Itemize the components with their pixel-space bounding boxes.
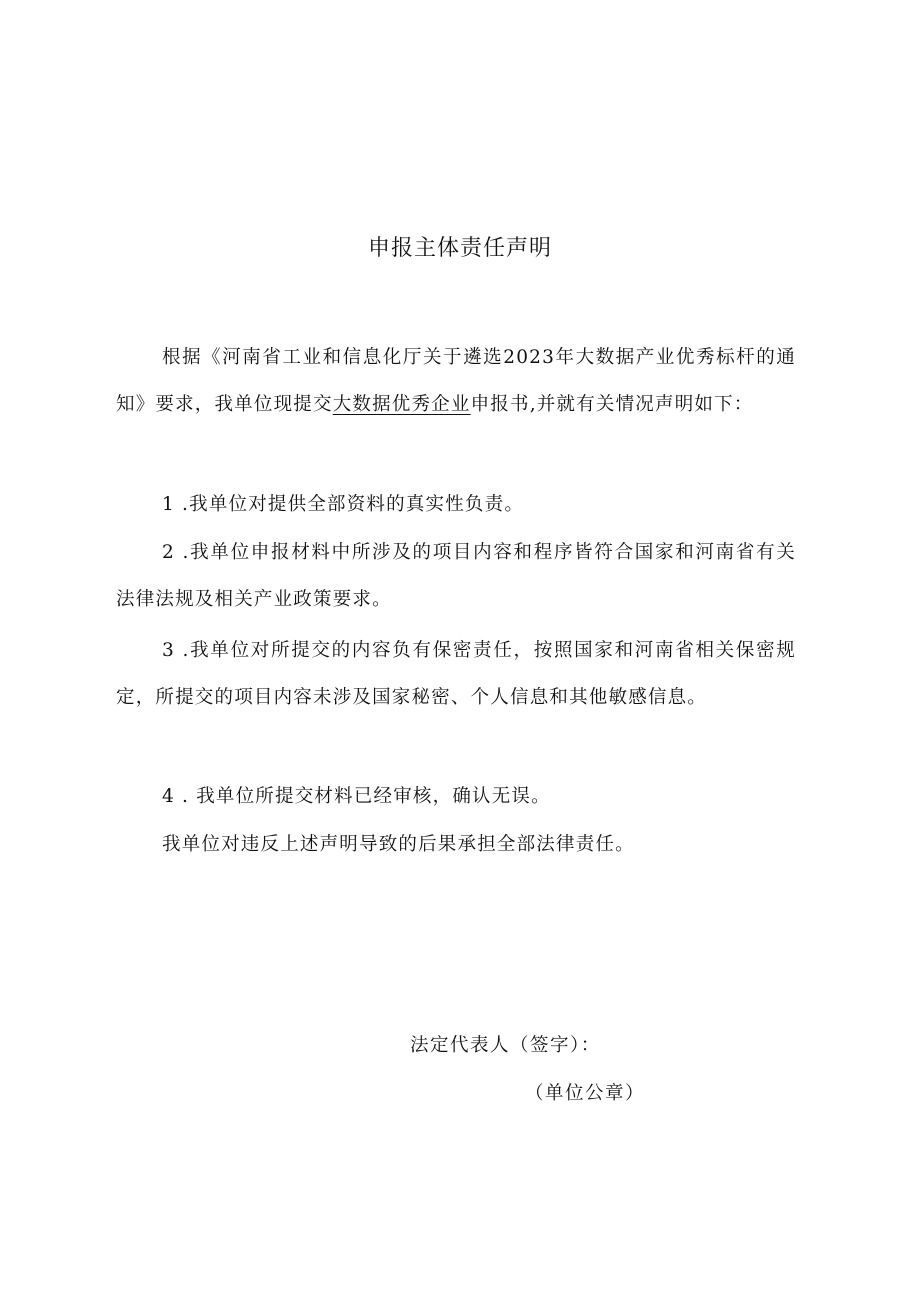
- seal-label: （单位公章）: [525, 1083, 646, 1104]
- intro-paragraph: [116, 334, 796, 428]
- signature-label: 法定代表人（签字）：: [410, 1035, 601, 1056]
- document-title: 申报主体责任声明: [367, 236, 552, 261]
- declaration-item-3: 3 .我单位对所提交的内容负有保密责任，按照国家和河南省相关保密规定，所提交的项目内容未涉及国家秘密、个人信息和其他敏感信息。: [116, 640, 796, 708]
- declaration-item-4: 4 . 我单位所提交材料已经审核，确认无误。: [162, 786, 551, 807]
- declaration-item-1: 1 .我单位对提供全部资料的真实性负责。: [162, 494, 525, 515]
- intro-underlined-text: 大数据优秀企业: [332, 394, 471, 415]
- closing-statement: 我单位对违反上述声明导致的后果承担全部法律责任。: [162, 834, 635, 855]
- declaration-item-2: 2 .我单位申报材料中所涉及的项目内容和程序皆符合国家和河南省有关法律法规及相关产业政策要求。: [116, 542, 796, 610]
- intro-text-after: 申报书,并就有关情况声明如下：: [470, 394, 754, 415]
- intro-text-before: 根据《河南省工业和信息化厅关于遴选2023年大数据产业优秀标杆的通知》要求，我单位现提交: [116, 347, 796, 415]
